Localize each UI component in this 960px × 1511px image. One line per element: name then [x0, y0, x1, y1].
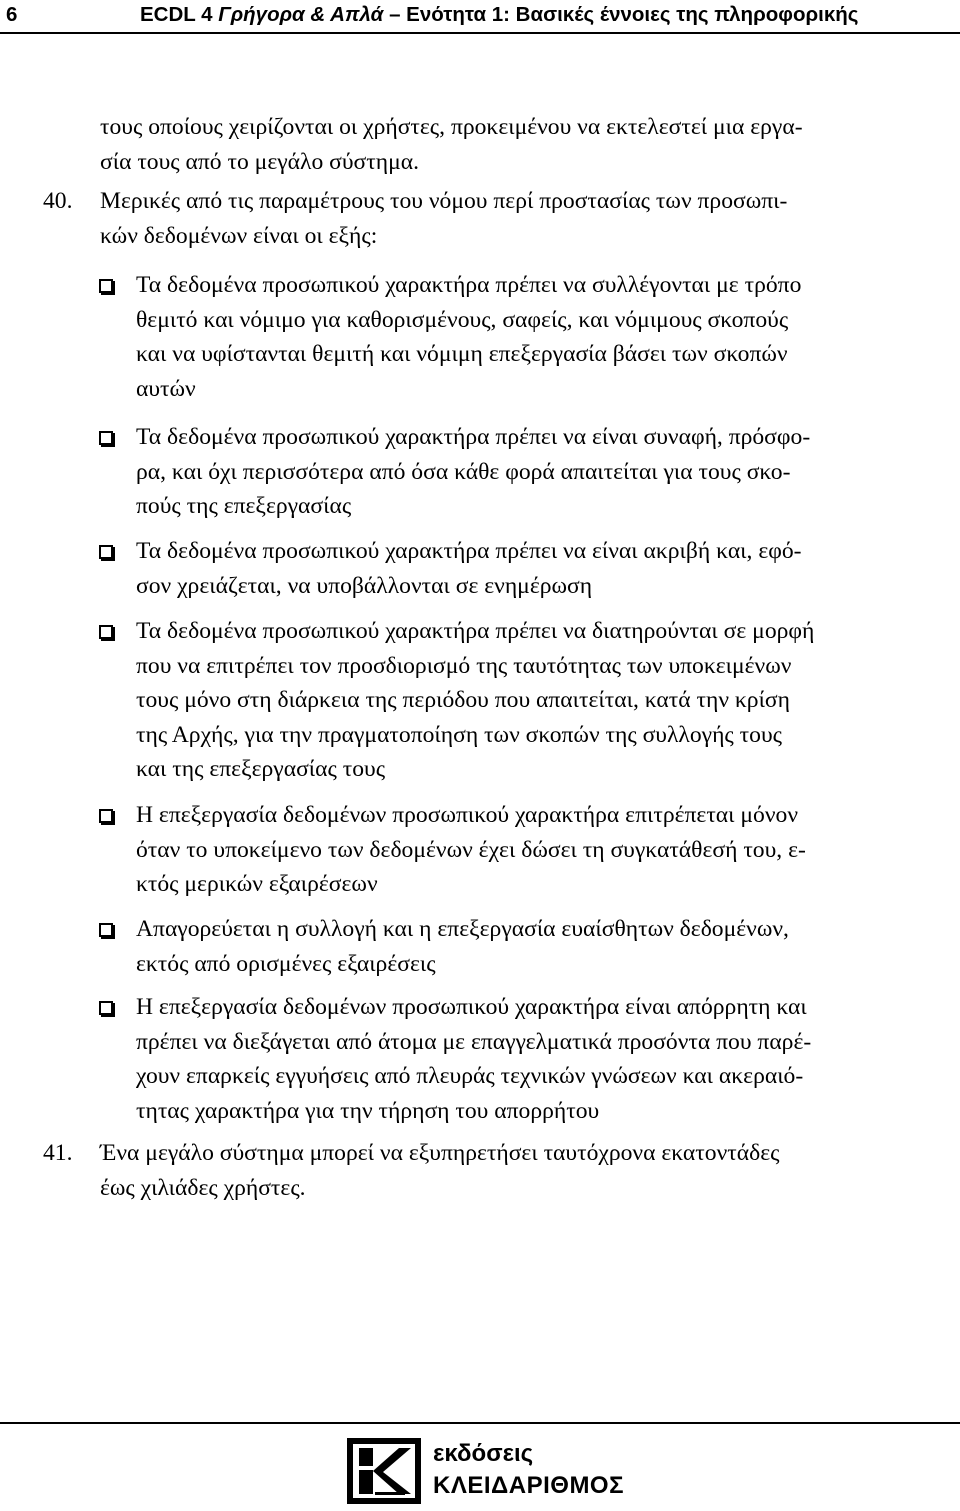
text-line: που να επιτρέπει τον προσδιορισμό της ταυτότητας των υποκειμένων	[136, 652, 792, 679]
text-line: ρα, και όχι περισσότερα από όσα κάθε φορά απαιτείται για τους σκο-	[136, 458, 791, 485]
running-title	[140, 3, 858, 27]
text-line: Τα δεδομένα προσωπικού χαρακτήρα πρέπει να είναι συναφή, πρόσφο-	[136, 424, 811, 450]
text-line: τους μόνο στη διάρκεια της περιόδου που απαιτείται, κατά την κρίση	[136, 687, 790, 714]
text-line: Τα δεδομένα προσωπικού χαρακτήρα πρέπει να είναι ακριβή και, εφό-	[136, 538, 802, 564]
text-line: θεμιτό και νόμιμο για καθορισμένους, σαφείς, και νόμιμους σκοπούς	[136, 306, 789, 333]
checkbox-bullet-icon	[99, 431, 113, 445]
text-line: Απαγορεύεται η συλλογή και η επεξεργασία ευαίσθητων δεδομένων,	[136, 916, 789, 942]
text-line: αυτών	[136, 375, 196, 402]
title-part2: – Ενότητα 1: Βασικές έννοιες της πληροφορικής	[383, 3, 859, 26]
item-number: 41.	[43, 1140, 73, 1166]
text-line: τητας χαρακτήρα για την τήρηση του απορρήτου	[136, 1097, 600, 1124]
title-italic: Γρήγορα & Απλά	[218, 3, 384, 26]
text-line: όταν το υποκείμενο των δεδομένων έχει δώσει τη συγκατάθεσή του, ε-	[136, 836, 806, 863]
checkbox-bullet-icon	[99, 1001, 113, 1015]
k-logo-icon	[345, 1436, 423, 1506]
text-line: Μερικές από τις παραμέτρους του νόμου περί προστασίας των προσωπι-	[100, 188, 788, 214]
publisher-logo	[345, 1436, 665, 1506]
checkbox-bullet-icon	[99, 545, 113, 559]
checkbox-bullet-icon	[99, 625, 113, 639]
text-line: Τα δεδομένα προσωπικού χαρακτήρα πρέπει να συλλέγονται με τρόπο	[136, 272, 802, 298]
text-line: εκτός από ορισμένες εξαιρέσεις	[136, 950, 436, 977]
item-number: 40.	[43, 188, 73, 214]
checkbox-bullet-icon	[99, 279, 113, 293]
text-line: Η επεξεργασία δεδομένων προσωπικού χαρακτήρα επιτρέπεται μόνον	[136, 802, 798, 828]
checkbox-bullet-icon	[99, 923, 113, 937]
text-line: και της επεξεργασίας τους	[136, 756, 386, 783]
text-line: κών δεδομένων είναι οι εξής:	[100, 222, 378, 249]
text-line: κτός μερικών εξαιρέσεων	[136, 871, 378, 898]
checkbox-bullet-icon	[99, 809, 113, 823]
text-line: Η επεξεργασία δεδομένων προσωπικού χαρακτήρα είναι απόρρητη και	[136, 994, 807, 1020]
header-rule	[0, 32, 960, 34]
text-line: σία τους από το μεγάλο σύστημα.	[100, 148, 419, 175]
text-line: Ένα μεγάλο σύστημα μπορεί να εξυπηρετήσει ταυτόχρονα εκατοντάδες	[100, 1140, 780, 1166]
text-line: έως χιλιάδες χρήστες.	[100, 1174, 306, 1201]
publisher-line1: εκδόσεις	[433, 1440, 534, 1467]
text-line: Τα δεδομένα προσωπικού χαρακτήρα πρέπει να διατηρούνται σε μορφή	[136, 618, 815, 644]
publisher-line2: ΚΛΕΙΔΑΡΙΘΜΟΣ	[433, 1472, 625, 1499]
page-number: 6	[6, 3, 18, 26]
text-line: και να υφίστανται θεμιτή και νόμιμη επεξεργασία βάσει των σκοπών	[136, 341, 788, 368]
running-header	[0, 0, 960, 32]
text-line: σον χρειάζεται, να υποβάλλονται σε ενημέρωση	[136, 572, 593, 599]
footer-rule	[0, 1422, 960, 1424]
text-line: χουν επαρκείς εγγυήσεις από πλευράς τεχνικών γνώσεων και ακεραιό-	[136, 1063, 804, 1090]
text-line: τους οποίους χειρίζονται οι χρήστες, προκειμένου να εκτελεστεί μια εργα-	[100, 114, 803, 140]
text-line: πρέπει να διεξάγεται από άτομα με επαγγελματικά προσόντα που παρέ-	[136, 1028, 812, 1055]
text-line: της Αρχής, για την πραγματοποίηση των σκοπών της συλλογής τους	[136, 721, 782, 748]
text-line: πούς της επεξεργασίας	[136, 493, 352, 520]
title-part1: ECDL 4	[140, 3, 219, 26]
